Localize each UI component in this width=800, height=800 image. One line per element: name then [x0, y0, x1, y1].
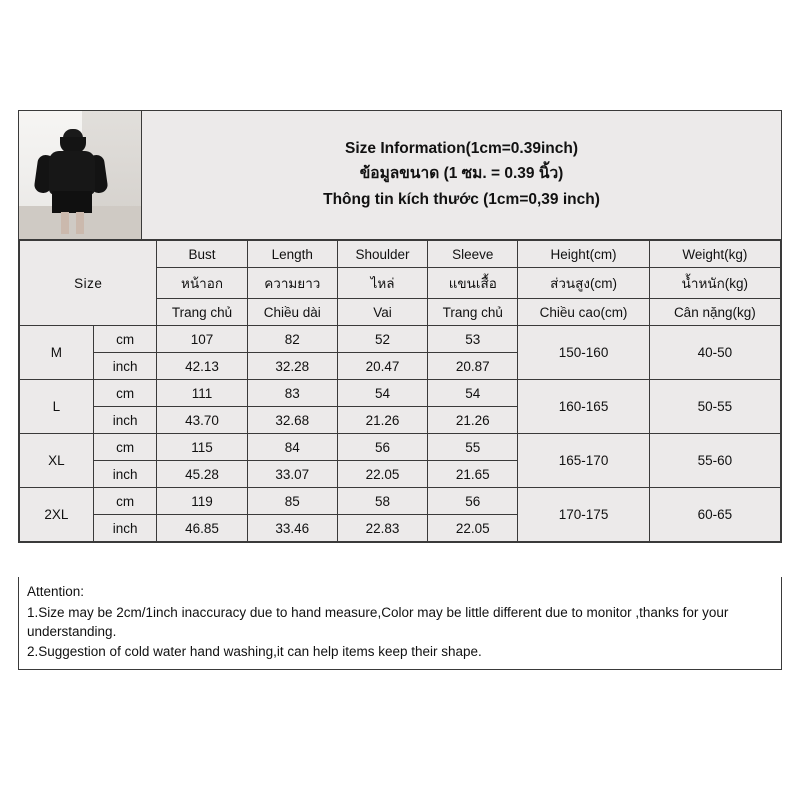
row-size-l: L: [20, 380, 94, 434]
unit-inch: inch: [93, 515, 157, 542]
l-inch-shoulder: 21.26: [337, 407, 427, 434]
col-shoulder-th: ไหล่: [337, 268, 427, 299]
l-cm-shoulder: 54: [337, 380, 427, 407]
2xl-weight: 60-65: [649, 488, 780, 542]
2xl-inch-shoulder: 22.83: [337, 515, 427, 542]
m-inch-sleeve: 20.87: [428, 353, 518, 380]
m-cm-length: 82: [247, 326, 337, 353]
col-bust-en: Bust: [157, 241, 247, 268]
unit-inch: inch: [93, 353, 157, 380]
size-header-cell: Size: [20, 241, 157, 326]
model-skirt: [52, 191, 92, 213]
unit-cm: cm: [93, 434, 157, 461]
row-size-m: M: [20, 326, 94, 380]
l-cm-sleeve: 54: [428, 380, 518, 407]
table-row: [20, 380, 781, 407]
l-cm-bust: 111: [157, 380, 247, 407]
col-bust-th: หน้าอก: [157, 268, 247, 299]
col-length-th: ความยาว: [247, 268, 337, 299]
col-bust-vi: Trang chủ: [157, 299, 247, 326]
model-left-leg: [61, 212, 69, 234]
title-vi: Thông tin kích thước (1cm=0,39 inch): [323, 190, 600, 208]
l-inch-sleeve: 21.26: [428, 407, 518, 434]
table-row: [20, 488, 781, 515]
col-sleeve-th: แขนเสื้อ: [428, 268, 518, 299]
title-en: Size Information(1cm=0.39inch): [345, 140, 578, 158]
xl-cm-bust: 115: [157, 434, 247, 461]
col-sleeve-en: Sleeve: [428, 241, 518, 268]
model-photo: [19, 111, 142, 239]
size-table: [19, 240, 781, 542]
xl-cm-length: 84: [247, 434, 337, 461]
m-cm-sleeve: 53: [428, 326, 518, 353]
l-height: 160-165: [518, 380, 649, 434]
m-inch-length: 32.28: [247, 353, 337, 380]
size-chart-card: [18, 110, 782, 543]
col-length-vi: Chiều dài: [247, 299, 337, 326]
l-inch-length: 32.68: [247, 407, 337, 434]
2xl-cm-bust: 119: [157, 488, 247, 515]
unit-cm: cm: [93, 488, 157, 515]
col-sleeve-vi: Trang chủ: [428, 299, 518, 326]
col-height-vi: Chiều cao(cm): [518, 299, 649, 326]
model-right-leg: [76, 212, 84, 234]
m-weight: 40-50: [649, 326, 780, 380]
unit-cm: cm: [93, 326, 157, 353]
attention-title: Attention:: [27, 584, 85, 599]
xl-cm-shoulder: 56: [337, 434, 427, 461]
col-height-en: Height(cm): [518, 241, 649, 268]
2xl-inch-length: 33.46: [247, 515, 337, 542]
2xl-cm-length: 85: [247, 488, 337, 515]
unit-inch: inch: [93, 461, 157, 488]
xl-inch-shoulder: 22.05: [337, 461, 427, 488]
title-th: ข้อมูลขนาด (1 ซม. = 0.39 นิ้ว): [359, 165, 564, 183]
xl-inch-length: 33.07: [247, 461, 337, 488]
col-weight-th: น้ำหนัก(kg): [649, 268, 780, 299]
xl-inch-bust: 45.28: [157, 461, 247, 488]
2xl-cm-shoulder: 58: [337, 488, 427, 515]
l-inch-bust: 43.70: [157, 407, 247, 434]
row-size-2xl: 2XL: [20, 488, 94, 542]
header-row-en: [20, 241, 781, 268]
xl-inch-sleeve: 21.65: [428, 461, 518, 488]
xl-height: 165-170: [518, 434, 649, 488]
col-shoulder-en: Shoulder: [337, 241, 427, 268]
unit-inch: inch: [93, 407, 157, 434]
col-height-th: ส่วนสูง(cm): [518, 268, 649, 299]
unit-cm: cm: [93, 380, 157, 407]
m-inch-bust: 42.13: [157, 353, 247, 380]
col-weight-vi: Cân nặng(kg): [649, 299, 780, 326]
table-row: [20, 326, 781, 353]
attention-note: [18, 577, 782, 670]
m-inch-shoulder: 20.47: [337, 353, 427, 380]
m-height: 150-160: [518, 326, 649, 380]
attention-line-1: 1.Size may be 2cm/1inch inaccuracy due to hand measure,Color may be little different due to monitor ,thanks for your understanding.: [27, 604, 729, 640]
col-length-en: Length: [247, 241, 337, 268]
col-shoulder-vi: Vai: [337, 299, 427, 326]
chart-titles: [142, 111, 781, 239]
model-top: [49, 151, 95, 195]
2xl-cm-sleeve: 56: [428, 488, 518, 515]
col-weight-en: Weight(kg): [649, 241, 780, 268]
2xl-inch-bust: 46.85: [157, 515, 247, 542]
xl-cm-sleeve: 55: [428, 434, 518, 461]
m-cm-shoulder: 52: [337, 326, 427, 353]
l-weight: 50-55: [649, 380, 780, 434]
2xl-inch-sleeve: 22.05: [428, 515, 518, 542]
l-cm-length: 83: [247, 380, 337, 407]
chart-header: [19, 111, 781, 240]
2xl-height: 170-175: [518, 488, 649, 542]
xl-weight: 55-60: [649, 434, 780, 488]
attention-line-2: 2.Suggestion of cold water hand washing,it can help items keep their shape.: [27, 643, 482, 659]
table-row: [20, 434, 781, 461]
m-cm-bust: 107: [157, 326, 247, 353]
row-size-xl: XL: [20, 434, 94, 488]
